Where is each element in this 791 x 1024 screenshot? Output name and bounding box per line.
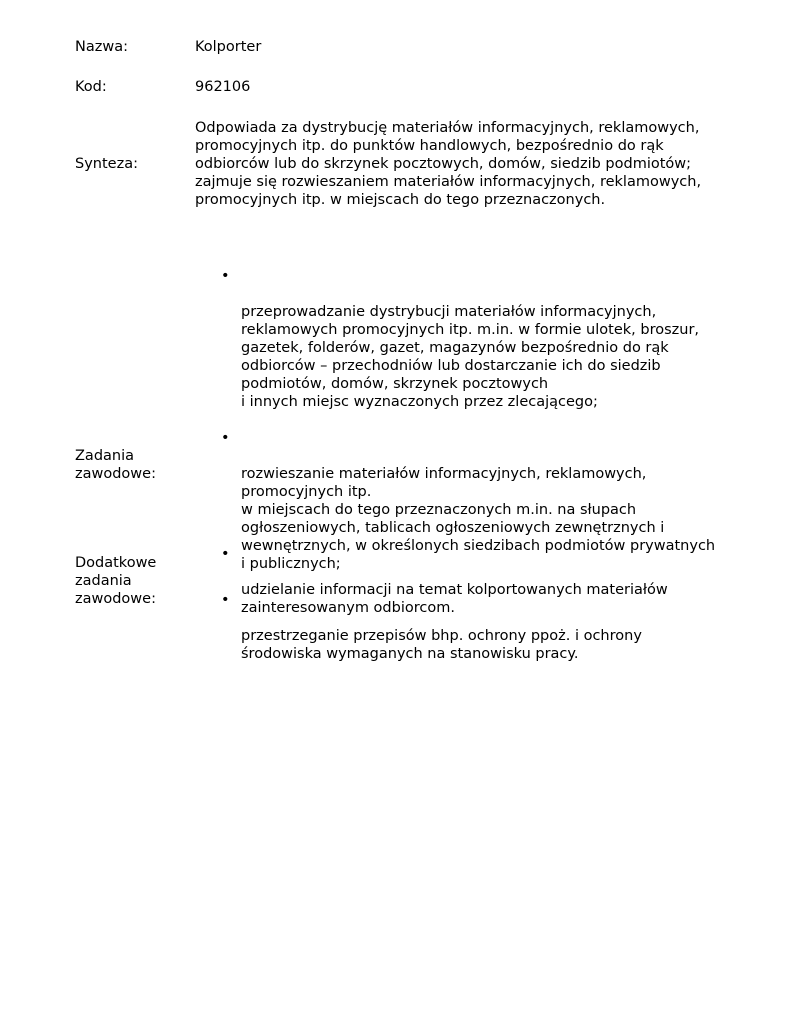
synteza-label: Synteza: [75, 156, 138, 172]
zadania-item-text: przestrzeganie przepisów bhp. ochrony ppoż. i ochrony środowiska wymaganych na stanowisku pracy. [241, 628, 642, 662]
field-row-synteza [75, 119, 755, 209]
field-row-dodatkowe-zadania [75, 509, 755, 653]
zadania-item-text: rozwieszanie materiałów informacyjnych, reklamowych, promocyjnych itp. w miejscach do tego przeznaczonych m.in. na słupach ogłoszeniowych, tablicach ogłoszeniowych zewnętrznych i wewnętrznych, w określonych siedzibach podmiotów prywatnych i publicznych; [241, 466, 716, 572]
zadania-label: Zadania zawodowe: [75, 448, 156, 482]
field-row-kod [75, 78, 755, 96]
bullet-icon: • [221, 592, 230, 608]
bullet-icon: • [221, 268, 230, 284]
bullet-icon: • [221, 546, 230, 562]
nazwa-label: Nazwa: [75, 39, 128, 55]
dodatkowe-label: Dodatkowe zadania zawodowe: [75, 555, 157, 607]
dodatkowe-list [195, 527, 755, 635]
bullet-icon: • [221, 430, 230, 446]
kod-label: Kod: [75, 79, 107, 95]
nazwa-value: Kolporter [195, 39, 262, 55]
list-item [195, 267, 755, 411]
field-row-nazwa [75, 38, 755, 56]
kod-value: 962106 [195, 79, 251, 95]
list-item [195, 545, 755, 617]
dodatkowe-item-text: udzielanie informacji na temat kolportowanych materiałów zainteresowanym odbiorcom. [241, 582, 668, 616]
zadania-item-text: przeprowadzanie dystrybucji materiałów informacyjnych, reklamowych promocyjnych itp. m.in. w formie ulotek, broszur, gazetek, folderów, gazet, magazynów bezpośrednio do rąk odbiorców – przechodniów lub dostarczanie ich do siedzib podmiotów, domów, skrzynek pocztowych i innych miejsc wyznaczonych przez zlecającego; [241, 304, 700, 410]
synteza-value: Odpowiada za dystrybucję materiałów informacyjnych, reklamowych, promocyjnych itp. do punktów handlowych, bezpośrednio do rąk odbiorców lub do skrzynek pocztowych, domów, siedzib podmiotów; zajmuje się rozwieszaniem materiałów informacyjnych, reklamowych, promocyjnych itp. w miejscach do tego przeznaczonych. [195, 120, 702, 208]
dodatkowe-list-container [195, 509, 755, 653]
